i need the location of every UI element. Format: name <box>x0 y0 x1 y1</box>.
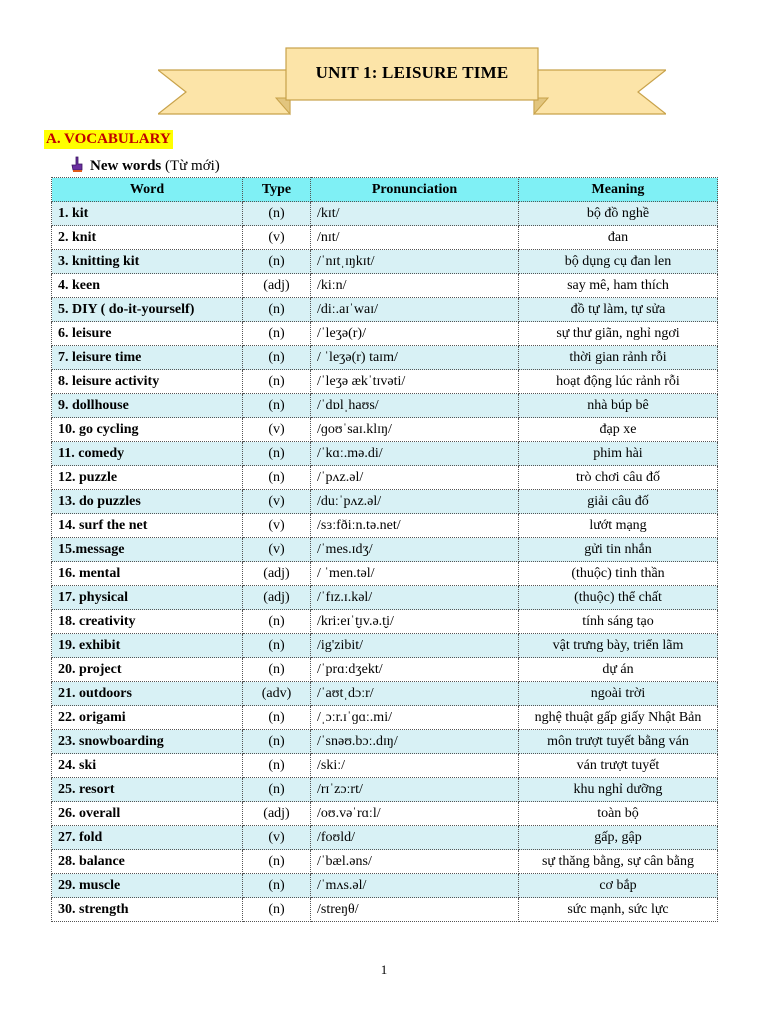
table-row <box>52 322 718 346</box>
table-row <box>52 850 718 874</box>
type-cell: (n) <box>243 442 311 466</box>
pronunciation-cell: /ɡoʊˈsaɪ.klɪŋ/ <box>311 418 519 442</box>
type-cell: (n) <box>243 322 311 346</box>
type-cell: (n) <box>243 898 311 922</box>
table-row <box>52 466 718 490</box>
word-cell: 7. leisure time <box>52 346 243 370</box>
pronunciation-cell: /ˈprɑːdʒekt/ <box>311 658 519 682</box>
pronunciation-cell: /ˌɔːr.ɪˈɡɑː.mi/ <box>311 706 519 730</box>
table-row <box>52 490 718 514</box>
word-cell: 3. knitting kit <box>52 250 243 274</box>
word-cell: 30. strength <box>52 898 243 922</box>
table-row <box>52 514 718 538</box>
meaning-cell: sự thăng bằng, sự cân bằng <box>519 850 718 874</box>
meaning-cell: vật trưng bày, triển lãm <box>519 634 718 658</box>
meaning-cell: gấp, gập <box>519 826 718 850</box>
type-cell: (v) <box>243 538 311 562</box>
word-cell: 9. dollhouse <box>52 394 243 418</box>
word-cell: 29. muscle <box>52 874 243 898</box>
word-cell: 13. do puzzles <box>52 490 243 514</box>
pronunciation-cell: /kɪt/ <box>311 202 519 226</box>
meaning-cell: ngoài trời <box>519 682 718 706</box>
type-cell: (n) <box>243 250 311 274</box>
meaning-cell: trò chơi câu đố <box>519 466 718 490</box>
table-row <box>52 658 718 682</box>
meaning-cell: cơ bắp <box>519 874 718 898</box>
pronunciation-cell: /ig'zibit/ <box>311 634 519 658</box>
column-header-word: Word <box>52 178 243 202</box>
type-cell: (n) <box>243 298 311 322</box>
pronunciation-cell: /ˈdɒlˌhaʊs/ <box>311 394 519 418</box>
pronunciation-cell: /kri:eɪˈt̬ɪv.ə.t̬i/ <box>311 610 519 634</box>
meaning-cell: sức mạnh, sức lực <box>519 898 718 922</box>
pronunciation-cell: / ˈmen.təl/ <box>311 562 519 586</box>
meaning-cell: đồ tự làm, tự sửa <box>519 298 718 322</box>
type-cell: (n) <box>243 754 311 778</box>
type-cell: (n) <box>243 706 311 730</box>
hand-pointer-icon <box>70 156 84 172</box>
meaning-cell: hoạt động lúc rảnh rỗi <box>519 370 718 394</box>
word-cell: 15.message <box>52 538 243 562</box>
meaning-cell: sự thư giãn, nghỉ ngơi <box>519 322 718 346</box>
table-row <box>52 418 718 442</box>
pronunciation-cell: /ˈmʌs.əl/ <box>311 874 519 898</box>
type-cell: (n) <box>243 610 311 634</box>
word-cell: 1. kit <box>52 202 243 226</box>
word-cell: 14. surf the net <box>52 514 243 538</box>
type-cell: (n) <box>243 874 311 898</box>
new-words-translation: (Từ mới) <box>161 158 220 174</box>
column-header-type: Type <box>243 178 311 202</box>
type-cell: (adj) <box>243 586 311 610</box>
table-row <box>52 370 718 394</box>
word-cell: 11. comedy <box>52 442 243 466</box>
meaning-cell: bộ đồ nghề <box>519 202 718 226</box>
table-row <box>52 298 718 322</box>
table-row <box>52 730 718 754</box>
type-cell: (n) <box>243 346 311 370</box>
meaning-cell: tính sáng tạo <box>519 610 718 634</box>
column-header-pronunciation: Pronunciation <box>311 178 519 202</box>
table-header-row <box>52 178 718 202</box>
table-row <box>52 394 718 418</box>
table-row <box>52 250 718 274</box>
word-cell: 16. mental <box>52 562 243 586</box>
word-cell: 12. puzzle <box>52 466 243 490</box>
pronunciation-cell: /ˈfɪz.ɪ.kəl/ <box>311 586 519 610</box>
pronunciation-cell: /ˈkɑː.mə.di/ <box>311 442 519 466</box>
word-cell: 24. ski <box>52 754 243 778</box>
table-row <box>52 634 718 658</box>
type-cell: (n) <box>243 394 311 418</box>
meaning-cell: (thuộc) tinh thần <box>519 562 718 586</box>
pronunciation-cell: /diː.aɪˈwaɪ/ <box>311 298 519 322</box>
table-row <box>52 538 718 562</box>
table-row <box>52 442 718 466</box>
table-row <box>52 586 718 610</box>
word-cell: 25. resort <box>52 778 243 802</box>
table-row <box>52 898 718 922</box>
pronunciation-cell: /foʊld/ <box>311 826 519 850</box>
type-cell: (n) <box>243 850 311 874</box>
table-row <box>52 826 718 850</box>
type-cell: (v) <box>243 514 311 538</box>
vocabulary-table-body <box>52 202 718 922</box>
type-cell: (n) <box>243 658 311 682</box>
meaning-cell: thời gian rảnh rỗi <box>519 346 718 370</box>
pronunciation-cell: /ˈmes.ɪdʒ/ <box>311 538 519 562</box>
word-cell: 8. leisure activity <box>52 370 243 394</box>
pronunciation-cell: /oʊ.vəˈrɑːl/ <box>311 802 519 826</box>
word-cell: 21. outdoors <box>52 682 243 706</box>
table-row <box>52 802 718 826</box>
word-cell: 5. DIY ( do-it-yourself) <box>52 298 243 322</box>
type-cell: (adj) <box>243 562 311 586</box>
pronunciation-cell: /ˈnɪtˌɪŋkɪt/ <box>311 250 519 274</box>
title-banner <box>158 44 666 118</box>
table-row <box>52 274 718 298</box>
word-cell: 10. go cycling <box>52 418 243 442</box>
type-cell: (v) <box>243 826 311 850</box>
new-words-label: New words <box>90 158 162 174</box>
table-row <box>52 202 718 226</box>
pronunciation-cell: /skiː/ <box>311 754 519 778</box>
word-cell: 20. project <box>52 658 243 682</box>
vocabulary-table <box>51 177 718 922</box>
meaning-cell: phim hài <box>519 442 718 466</box>
section-heading: A. VOCABULARY <box>46 131 171 147</box>
table-row <box>52 754 718 778</box>
table-row <box>52 874 718 898</box>
page-number: 1 <box>380 962 388 977</box>
meaning-cell: giải câu đố <box>519 490 718 514</box>
pronunciation-cell: /ˈleʒə(r)/ <box>311 322 519 346</box>
type-cell: (n) <box>243 778 311 802</box>
pronunciation-cell: / ˈleʒə(r) taɪm/ <box>311 346 519 370</box>
word-cell: 17. physical <box>52 586 243 610</box>
meaning-cell: nghệ thuật gấp giấy Nhật Bản <box>519 706 718 730</box>
table-row <box>52 778 718 802</box>
type-cell: (v) <box>243 418 311 442</box>
pronunciation-cell: /ˈsnəʊ.bɔː.dɪŋ/ <box>311 730 519 754</box>
pronunciation-cell: /streŋθ/ <box>311 898 519 922</box>
type-cell: (adv) <box>243 682 311 706</box>
meaning-cell: gửi tin nhắn <box>519 538 718 562</box>
table-row <box>52 610 718 634</box>
meaning-cell: đan <box>519 226 718 250</box>
pronunciation-cell: /ˈaʊtˌdɔːr/ <box>311 682 519 706</box>
pronunciation-cell: /kiːn/ <box>311 274 519 298</box>
column-header-meaning: Meaning <box>519 178 718 202</box>
type-cell: (n) <box>243 202 311 226</box>
pronunciation-cell: /duːˈpʌz.əl/ <box>311 490 519 514</box>
word-cell: 26. overall <box>52 802 243 826</box>
pronunciation-cell: /nɪt/ <box>311 226 519 250</box>
pronunciation-cell: /rɪˈzɔːrt/ <box>311 778 519 802</box>
unit-title: UNIT 1: LEISURE TIME <box>315 63 509 82</box>
type-cell: (n) <box>243 370 311 394</box>
meaning-cell: ván trượt tuyết <box>519 754 718 778</box>
table-row <box>52 562 718 586</box>
type-cell: (adj) <box>243 274 311 298</box>
type-cell: (n) <box>243 466 311 490</box>
meaning-cell: bộ dụng cụ đan len <box>519 250 718 274</box>
type-cell: (n) <box>243 730 311 754</box>
type-cell: (v) <box>243 490 311 514</box>
type-cell: (n) <box>243 634 311 658</box>
meaning-cell: đạp xe <box>519 418 718 442</box>
word-cell: 18. creativity <box>52 610 243 634</box>
word-cell: 4. keen <box>52 274 243 298</box>
meaning-cell: khu nghỉ dưỡng <box>519 778 718 802</box>
word-cell: 23. snowboarding <box>52 730 243 754</box>
meaning-cell: lướt mạng <box>519 514 718 538</box>
table-row <box>52 226 718 250</box>
pronunciation-cell: /ˈleʒə ækˈtɪvəti/ <box>311 370 519 394</box>
meaning-cell: dự án <box>519 658 718 682</box>
pronunciation-cell: /sɜːfðiːn.tə.net/ <box>311 514 519 538</box>
word-cell: 19. exhibit <box>52 634 243 658</box>
table-row <box>52 706 718 730</box>
table-row <box>52 346 718 370</box>
type-cell: (v) <box>243 226 311 250</box>
meaning-cell: say mê, ham thích <box>519 274 718 298</box>
word-cell: 28. balance <box>52 850 243 874</box>
pronunciation-cell: /ˈpʌz.əl/ <box>311 466 519 490</box>
type-cell: (adj) <box>243 802 311 826</box>
meaning-cell: toàn bộ <box>519 802 718 826</box>
word-cell: 27. fold <box>52 826 243 850</box>
word-cell: 22. origami <box>52 706 243 730</box>
new-words-subheading <box>70 154 220 175</box>
word-cell: 6. leisure <box>52 322 243 346</box>
meaning-cell: (thuộc) thể chất <box>519 586 718 610</box>
pronunciation-cell: /ˈbæl.əns/ <box>311 850 519 874</box>
meaning-cell: môn trượt tuyết bằng ván <box>519 730 718 754</box>
word-cell: 2. knit <box>52 226 243 250</box>
table-row <box>52 682 718 706</box>
meaning-cell: nhà búp bê <box>519 394 718 418</box>
